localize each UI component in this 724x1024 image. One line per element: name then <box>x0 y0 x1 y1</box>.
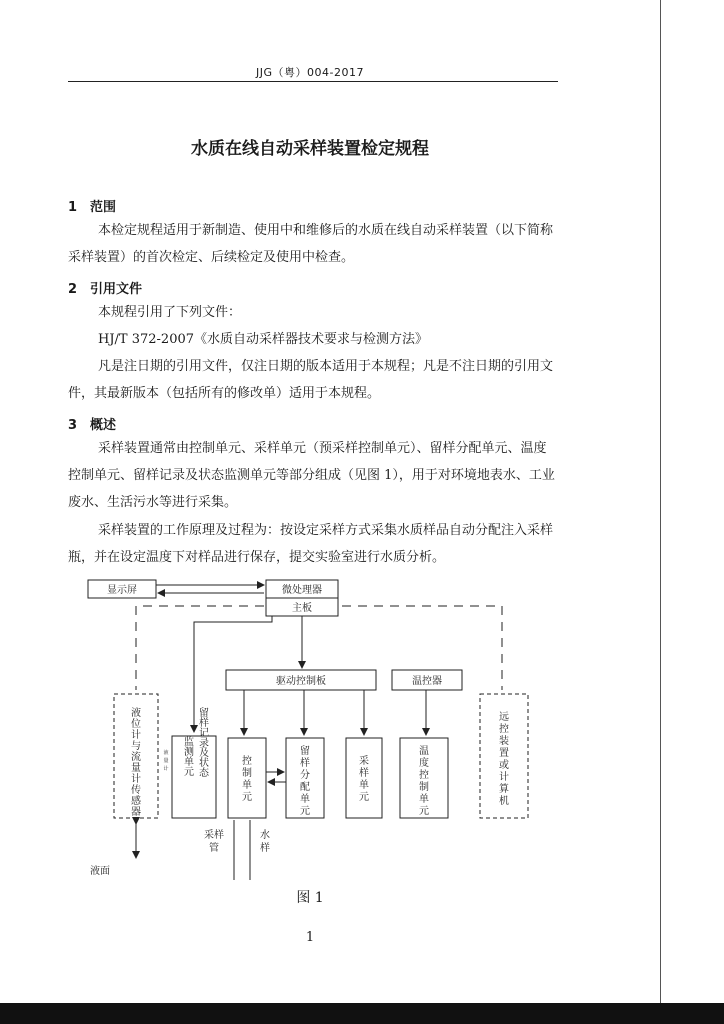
svg-text:单: 单 <box>300 794 310 805</box>
paragraph-text: 本检定规程适用于新制造、使用中和维修后的水质在线自动采样装置（以下简称采样装置）的首次检定、后续检定及使用中检查。 <box>68 223 554 265</box>
svg-text:计: 计 <box>131 730 141 741</box>
svg-text:计: 计 <box>499 772 509 783</box>
paragraph-ref-intro <box>68 299 558 326</box>
sample-record-box <box>172 736 216 818</box>
svg-text:位: 位 <box>131 719 141 730</box>
svg-text:液: 液 <box>131 708 141 719</box>
scan-edge-bottom <box>0 1003 724 1024</box>
svg-text:置: 置 <box>499 748 509 759</box>
header-rule <box>68 81 558 82</box>
remote-label <box>499 711 509 807</box>
paragraph-text: 采样装置的工作原理及过程为：按设定采样方式采集水质样品自动分配注入采样瓶，并在设定温度下对样品进行保存，提交实验室进行水质分析。 <box>68 523 554 565</box>
svg-text:元: 元 <box>359 792 369 803</box>
drive-board-label: 驱动控制板 <box>276 676 326 687</box>
svg-text:液: 液 <box>163 750 169 756</box>
svg-text:量: 量 <box>163 758 169 764</box>
section-heading-references <box>68 278 142 297</box>
svg-text:制: 制 <box>242 768 252 779</box>
svg-text:装: 装 <box>499 736 509 747</box>
svg-text:度: 度 <box>419 758 429 769</box>
svg-text:计: 计 <box>131 774 141 785</box>
svg-text:单: 单 <box>419 794 429 805</box>
paragraph-text: 本规程引用了下列文件： <box>98 305 242 320</box>
svg-text:器: 器 <box>131 807 141 818</box>
svg-text:样: 样 <box>359 768 369 779</box>
water-sample-label-2: 样 <box>260 843 270 854</box>
section-heading-scope <box>68 196 116 215</box>
processor-label: 微处理器 <box>282 585 322 596</box>
section-title: 引用文件 <box>90 282 143 297</box>
figure-caption: 图 1 <box>296 890 324 906</box>
paragraph-text: HJ/T 372-2007《水质自动采样器技术要求与检测方法》 <box>98 332 429 347</box>
svg-text:流: 流 <box>131 752 141 763</box>
svg-text:控: 控 <box>419 770 429 781</box>
temp-controller-label: 温控器 <box>412 676 442 687</box>
distribute-unit-label <box>300 744 310 817</box>
control-unit-label <box>242 754 252 803</box>
section-number: 3 <box>68 418 78 433</box>
svg-text:与: 与 <box>131 741 141 752</box>
page-number: 1 <box>305 930 315 945</box>
header-code: JJG（粤）004-2017 <box>256 66 364 79</box>
sample-pipe-label-1: 采样 <box>204 830 224 841</box>
svg-text:计: 计 <box>163 766 169 772</box>
figure-1-diagram <box>0 570 724 890</box>
section-heading-overview <box>68 414 116 433</box>
water-sample-label-1: 水 <box>260 830 270 841</box>
svg-text:或: 或 <box>499 760 509 771</box>
svg-text:元: 元 <box>300 806 310 817</box>
paragraph-text: 采样装置通常由控制单元、采样单元（预采样控制单元）、留样分配单元、温度控制单元、留样记录及状态监测单元等部分组成（见图 1），用于对环境地表水、工业废水、生活污水等进行采集。 <box>68 441 555 510</box>
level-sensor-label <box>131 706 141 818</box>
small-annotation-label <box>163 749 168 772</box>
svg-text:温: 温 <box>419 746 429 757</box>
paragraph-ref-note <box>68 353 558 407</box>
svg-text:单: 单 <box>359 780 369 791</box>
dashed-link-left <box>136 606 264 690</box>
liquid-surface-label: 液面 <box>90 866 110 877</box>
scan-edge-right <box>660 0 661 1024</box>
paragraph-overview-2 <box>68 517 558 571</box>
svg-text:控: 控 <box>499 724 509 735</box>
temp-unit-label <box>419 745 429 817</box>
svg-text:机: 机 <box>499 796 509 807</box>
page-title: 水质在线自动采样装置检定规程 <box>191 139 429 159</box>
sample-pipe-label-2: 管 <box>209 843 219 854</box>
svg-text:量: 量 <box>131 763 141 774</box>
svg-text:制: 制 <box>419 782 429 793</box>
svg-text:留样记录及状态: 留样记录及状态 <box>196 707 208 777</box>
svg-text:感: 感 <box>131 796 141 807</box>
sampling-unit-label <box>359 754 369 803</box>
svg-text:留: 留 <box>300 746 310 757</box>
display-label: 显示屏 <box>107 585 137 596</box>
section-title: 概述 <box>90 418 117 433</box>
svg-text:算: 算 <box>499 784 509 795</box>
sample-record-label <box>182 706 209 777</box>
svg-text:元: 元 <box>242 792 252 803</box>
section-number: 2 <box>68 282 78 297</box>
svg-text:传: 传 <box>131 785 141 796</box>
svg-text:远: 远 <box>499 712 509 723</box>
svg-text:分: 分 <box>300 770 310 781</box>
paragraph-overview-1 <box>68 435 558 516</box>
svg-text:配: 配 <box>300 782 310 793</box>
svg-text:样: 样 <box>300 758 310 769</box>
svg-text:元: 元 <box>419 806 429 817</box>
paragraph-text: 凡是注日期的引用文件，仅注日期的版本适用于本规程；凡是不注日期的引用文件，其最新版本（包括所有的修改单）适用于本规程。 <box>68 359 554 401</box>
mainboard-label: 主板 <box>292 603 312 614</box>
svg-text:采: 采 <box>359 756 369 767</box>
section-number: 1 <box>68 200 78 215</box>
svg-text:控: 控 <box>242 756 252 767</box>
svg-text:单: 单 <box>242 780 252 791</box>
section-title: 范围 <box>90 200 117 215</box>
paragraph-scope <box>68 217 558 271</box>
paragraph-ref-doc <box>68 326 558 353</box>
svg-text:监测单元: 监测单元 <box>181 736 193 776</box>
